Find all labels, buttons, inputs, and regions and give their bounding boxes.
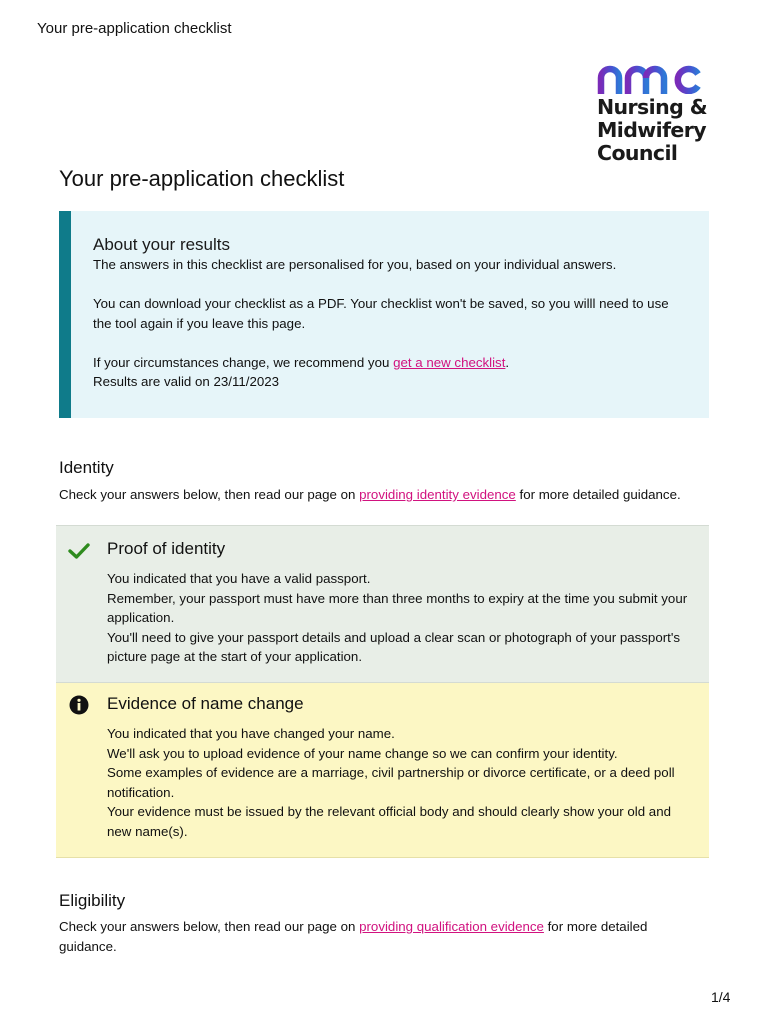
identity-evidence-link[interactable]: providing identity evidence <box>359 487 516 502</box>
eligibility-heading: Eligibility <box>59 891 126 910</box>
nmc-logo-mark <box>597 64 705 94</box>
name-change-line-4: Your evidence must be issued by the relevant official body and should clearly show your old and new name(s). <box>107 804 671 839</box>
about-line-circumstances: If your circumstances change, we recommend you get a new checklist. <box>93 354 510 370</box>
proof-of-identity-item <box>56 525 709 683</box>
logo-line-3: Council <box>597 141 678 165</box>
name-change-title: Evidence of name change <box>107 694 304 713</box>
get-new-checklist-link[interactable]: get a new checklist <box>393 354 506 370</box>
info-icon <box>68 694 90 716</box>
name-change-line-3: Some examples of evidence are a marriage, civil partnership or divorce certificate, or a deed poll notification. <box>107 765 675 800</box>
proof-line-2: Remember, your passport must have more than three months to expiry at the time you submit your application. <box>107 590 688 625</box>
eligibility-intro: Check your answers below, then read our page on providing qualification evidence for more detailed guidance. <box>59 919 648 954</box>
print-header-title: Your pre-application checklist <box>37 20 232 37</box>
about-line-personalised: The answers in this checklist are personalised for you, based on your individual answers. <box>93 257 617 272</box>
nmc-logo <box>597 64 727 165</box>
logo-line-2: Midwifery <box>597 118 706 142</box>
logo-line-1: Nursing & <box>597 95 707 119</box>
page-title: Your pre-application checklist <box>59 166 345 191</box>
about-results-panel <box>59 211 709 418</box>
about-line-download: You can download your checklist as a PDF. Your checklist won't be saved, so you willl need to use the tool again if you leave this page. <box>93 296 669 331</box>
qualification-evidence-link[interactable]: providing qualification evidence <box>359 919 544 934</box>
about-line-valid-date: Results are valid on 23/11/2023 <box>93 374 280 389</box>
name-change-line-2: We'll ask you to upload evidence of your name change so we can confirm your identity. <box>107 745 618 761</box>
logo-mark-text: nmc <box>597 64 599 65</box>
identity-heading: Identity <box>59 458 114 477</box>
about-heading: About your results <box>93 235 231 254</box>
page-number: 1/4 <box>711 989 731 1005</box>
proof-of-identity-title: Proof of identity <box>107 539 226 558</box>
proof-line-1: You indicated that you have a valid passport. <box>107 571 371 586</box>
identity-intro: Check your answers below, then read our page on providing identity evidence for more detailed guidance. <box>59 487 681 502</box>
name-change-item <box>56 683 709 858</box>
proof-line-3: You'll need to give your passport details and upload a clear scan or photograph of your passport's picture page at the start of your application. <box>107 629 681 664</box>
name-change-line-1: You indicated that you have changed your name. <box>107 726 395 741</box>
check-icon <box>68 542 90 560</box>
